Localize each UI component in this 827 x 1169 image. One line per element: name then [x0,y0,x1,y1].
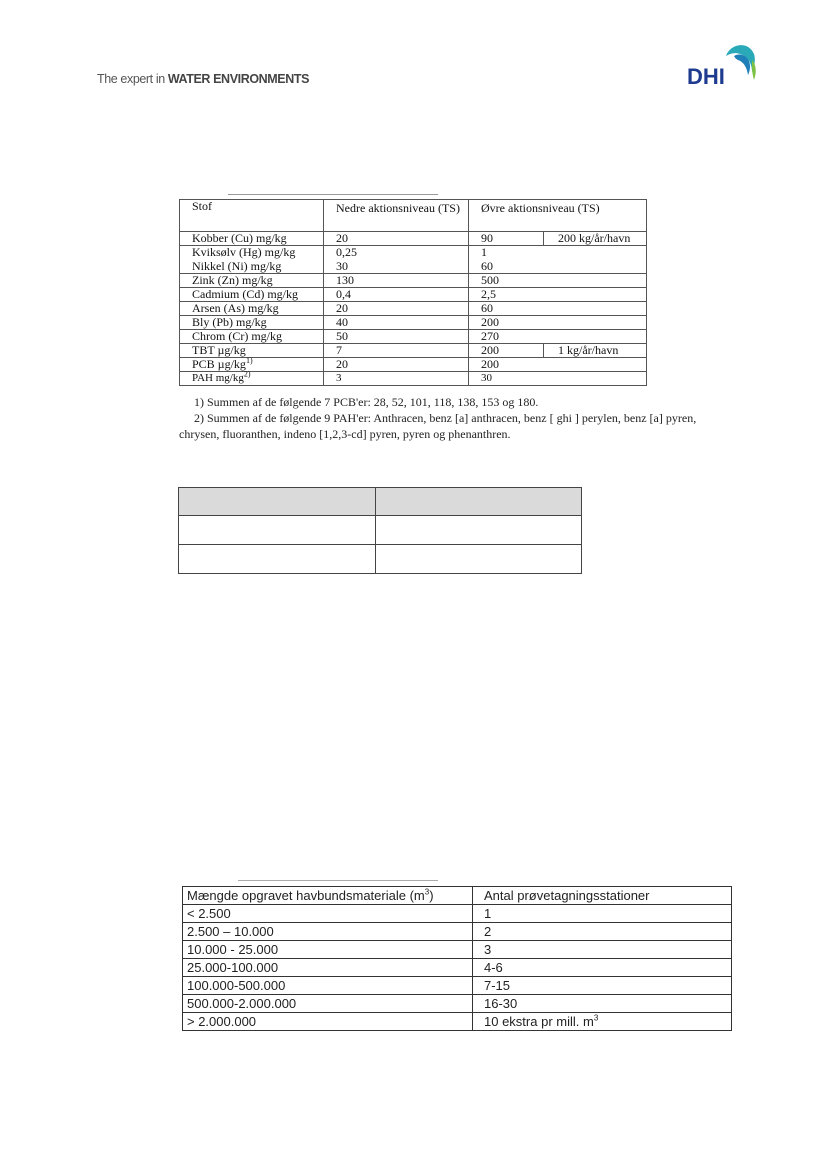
footnote-2-cont: chrysen, fluoranthen, indeno [1,2,3-cd] pyren, pyren og phenanthren. [179,427,511,441]
cell-extra: 1 kg/år/havn [544,344,647,358]
cell-stof: Cadmium (Cd) mg/kg [180,288,324,302]
cell-stof-text: PCB µg/kg [192,357,246,371]
cell-stof: Nikkel (Ni) mg/kg [180,260,324,274]
header-amount-text: Mængde opgravet havbundsmateriale (m [187,887,425,903]
unit-superscript: 3 [424,887,430,897]
tagline-prefix: The expert in [97,72,168,86]
cell-stations [473,1013,732,1031]
cell-stof: Arsen (As) mg/kg [180,302,324,316]
empty-table [178,487,582,574]
cell-ovre: 200 [469,358,647,372]
table-row [180,260,647,274]
cell-stations: 4-6 [473,959,732,977]
cell-amount: 100.000-500.000 [183,977,473,995]
cell-stof [180,358,324,372]
cell-stof-text: PAH mg/kg [192,372,244,384]
cell-nedre: 130 [324,274,469,288]
cell-ovre: 1 [469,246,647,260]
table-row [183,995,732,1013]
cell-ovre: 270 [469,330,647,344]
cell-nedre: 50 [324,330,469,344]
cell-ovre: 500 [469,274,647,288]
header-amount-end: ) [429,887,434,903]
table-row [183,905,732,923]
empty-cell [376,545,582,574]
empty-cell [179,516,376,545]
action-level-table [179,199,647,386]
header-amount [183,887,473,905]
cell-nedre: 20 [324,232,469,246]
unit-superscript: 3 [593,1013,599,1023]
empty-table-row [179,516,582,545]
empty-table-row [179,545,582,574]
cell-amount: 25.000-100.000 [183,959,473,977]
footnote-1: 1) Summen af de følgende 7 PCB'er: 28, 52, 101, 118, 138, 153 og 180. [194,395,539,409]
cell-stof: Zink (Zn) mg/kg [180,274,324,288]
header-ovre: Øvre aktionsniveau (TS) [469,200,647,232]
empty-cell [179,488,376,516]
table-row [180,302,647,316]
tagline [97,72,309,86]
dhi-logo [686,42,758,88]
cell-nedre: 7 [324,344,469,358]
cell-stof [180,369,324,386]
table-row [180,330,647,344]
sampling-stations-table [182,886,732,1031]
cell-nedre: 0,25 [324,246,469,260]
cell-extra: 200 kg/år/havn [544,232,647,246]
cell-stof: TBT µg/kg [180,344,324,358]
cell-stof: Kobber (Cu) mg/kg [180,232,324,246]
empty-cell [179,545,376,574]
scan-artifact-line [228,194,438,195]
table-header-row [180,200,647,232]
cell-stof: Kviksølv (Hg) mg/kg [180,246,324,260]
table-row [183,923,732,941]
table-row [180,288,647,302]
cell-stations: 16-30 [473,995,732,1013]
cell-ovre: 60 [469,260,647,274]
cell-stof: Chrom (Cr) mg/kg [180,330,324,344]
footnote-2: 2) Summen af de følgende 9 PAH'er: Anthracen, benz [a] anthracen, benz [ ghi ] perylen, benz [a] pyren, [194,411,697,425]
cell-nedre: 20 [324,302,469,316]
cell-ovre: 200 [469,316,647,330]
table-row [180,372,647,386]
cell-stations-text: 10 ekstra pr mill. m [484,1013,594,1029]
cell-stations: 2 [473,923,732,941]
cell-nedre: 40 [324,316,469,330]
cell-stof: Bly (Pb) mg/kg [180,316,324,330]
empty-table-header-row [179,488,582,516]
header-stof: Stof [180,200,324,232]
table-row [183,959,732,977]
cell-nedre: 0,4 [324,288,469,302]
table-row [180,246,647,260]
table-row [183,941,732,959]
cell-amount: 500.000-2.000.000 [183,995,473,1013]
cell-ovre: 30 [469,372,647,386]
cell-nedre: 3 [324,372,469,386]
table-row [183,1013,732,1031]
table-row [183,977,732,995]
table-header-row [183,887,732,905]
cell-stations: 1 [473,905,732,923]
cell-amount: > 2.000.000 [183,1013,473,1031]
footnote-ref: 1) [245,356,253,365]
cell-nedre: 20 [324,358,469,372]
cell-ovre: 90 [469,232,544,246]
tagline-bold: WATER ENVIRONMENTS [167,72,310,86]
cell-ovre: 200 [469,344,544,358]
header-nedre: Nedre aktionsniveau (TS) [324,200,469,232]
empty-cell [376,516,582,545]
table-row [180,232,647,246]
cell-stations: 7-15 [473,977,732,995]
cell-amount: 2.500 – 10.000 [183,923,473,941]
cell-amount: 10.000 - 25.000 [183,941,473,959]
cell-amount: < 2.500 [183,905,473,923]
cell-stations: 3 [473,941,732,959]
header-stations: Antal prøvetagningsstationer [473,887,732,905]
empty-cell [376,488,582,516]
cell-ovre: 2,5 [469,288,647,302]
footnote-ref: 2) [243,369,251,379]
cell-ovre: 60 [469,302,647,316]
cell-nedre: 30 [324,260,469,274]
scan-artifact-line [238,880,438,881]
table-row [180,274,647,288]
table-row [180,316,647,330]
logo-text: DHI [687,64,725,88]
